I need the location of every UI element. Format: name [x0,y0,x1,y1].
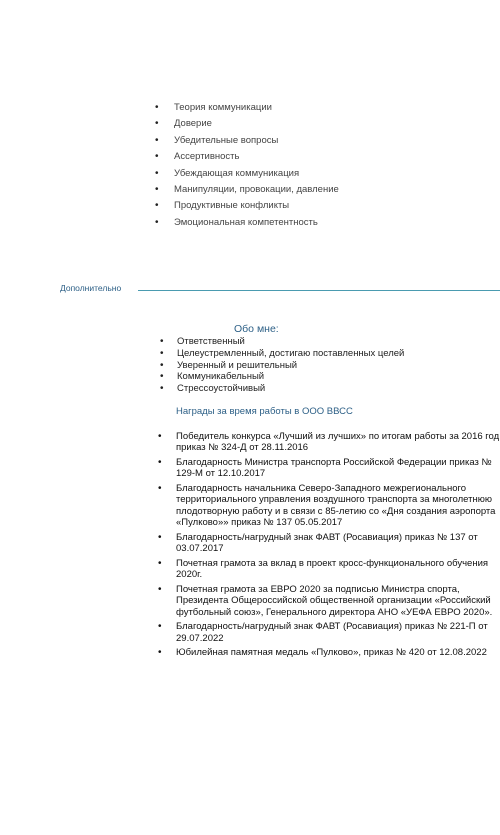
skill-item: • Убеждающая коммуникация [155,166,339,182]
award-item: • Благодарность начальника Северо-Западного межрегионального территориального управления воздушного транспорта за многолетнюю плодотворную работу и в связи с 85-летию со «Дня создания аэропорта «Пулково»» приказ № 137 05.05.2017 [158,483,500,529]
award-item: • Победитель конкурса «Лучший из лучших» по итогам работы за 2016 год приказ № 324-Д от 28.11.2016 [158,431,500,454]
about-title: Обо мне: [234,323,279,335]
skill-item: • Доверие [155,116,339,132]
skill-item: • Эмоциональная компетентность [155,215,339,231]
about-item: • Уверенный и решительный [160,360,404,372]
awards-title: Награды за время работы в ООО ВВСС [176,406,353,417]
award-item: • Благодарность/нагрудный знак ФАВТ (Росавиация) приказ № 221-П от 29.07.2022 [158,621,500,644]
award-item: • Почетная грамота за вклад в проект кросс-функционального обучения 2020г. [158,558,500,581]
awards-list [158,431,500,662]
award-item: • Благодарность/нагрудный знак ФАВТ (Росавиация) приказ № 137 от 03.07.2017 [158,532,500,555]
award-item: • Благодарность Министра транспорта Российской Федерации приказ № 129-М от 12.10.2017 [158,457,500,480]
award-item: • Почетная грамота за ЕВРО 2020 за подписью Министра спорта, Президента Общероссийской общественной организации «Российский футбольный союз», Генерального директора АНО «УЕФА ЕВРО 2020». [158,584,500,618]
skill-item: • Манипуляции, провокации, давление [155,182,339,198]
additional-section-heading: Дополнительно [60,283,122,293]
about-item: • Ответственный [160,336,404,348]
skill-item: • Продуктивные конфликты [155,198,339,214]
section-divider [138,290,500,291]
about-item: • Коммуникабельный [160,371,404,383]
skills-list [155,100,339,231]
skill-item: • Убедительные вопросы [155,133,339,149]
skill-item: • Ассертивность [155,149,339,165]
about-item: • Целеустремленный, достигаю поставленных целей [160,348,404,360]
about-list [160,336,404,395]
skill-item: • Теория коммуникации [155,100,339,116]
award-item: • Юбилейная памятная медаль «Пулково», приказ № 420 от 12.08.2022 [158,647,500,658]
about-item: • Стрессоустойчивый [160,383,404,395]
